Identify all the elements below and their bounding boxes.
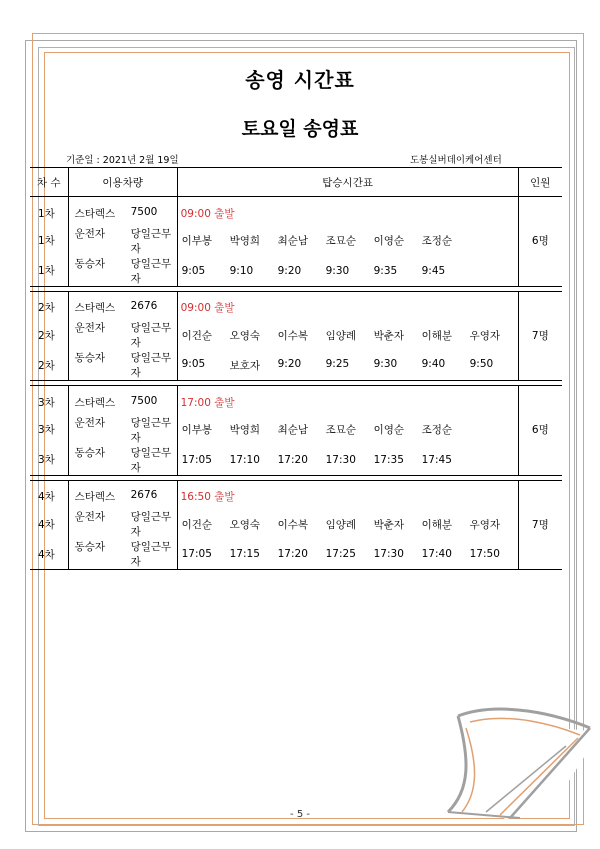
- departure-time: 09:00 출발: [180, 207, 235, 220]
- passenger-entry: 이부봉: [181, 424, 213, 436]
- table-row: [30, 350, 562, 381]
- schedule-table: [30, 167, 562, 570]
- vehicle-label: 스타렉스: [74, 207, 116, 220]
- count-cell: [518, 350, 562, 381]
- count-cell: [518, 386, 562, 415]
- count-cell: [518, 197, 562, 226]
- passenger-entry: 9:25: [325, 357, 350, 370]
- table-row: [30, 539, 562, 570]
- page-title: 송영 시간표: [245, 68, 355, 92]
- passenger-entry: 이건순: [181, 329, 213, 342]
- passenger-entry: 17:40: [421, 548, 452, 560]
- round-cell: 2차: [30, 320, 68, 350]
- passenger-entry: 박춘자: [373, 329, 405, 342]
- times-cell: [177, 509, 518, 539]
- vehicle-label: 스타렉스: [74, 396, 116, 409]
- times-cell: [177, 256, 518, 287]
- header-round: 차 수: [30, 168, 68, 197]
- vehicle-cell: [68, 509, 177, 539]
- table-row: [30, 320, 562, 350]
- times-cell: [177, 197, 518, 226]
- times-list: [178, 233, 518, 248]
- departure-time: 16:50 출발: [180, 491, 235, 504]
- header-vehicle: 이용차량: [68, 168, 177, 197]
- vehicle-cell: [68, 197, 177, 226]
- vehicle-info: [69, 445, 177, 475]
- passenger-entry: 이해분: [421, 518, 453, 531]
- passenger-entry: 17:05: [181, 548, 212, 560]
- passenger-entry: 우영자: [469, 329, 501, 342]
- vehicle-label: 동승자: [74, 541, 106, 553]
- times-cell: [177, 226, 518, 256]
- vehicle-cell: [68, 445, 177, 476]
- times-cell: [177, 350, 518, 381]
- round-cell: 1차: [30, 256, 68, 287]
- schedule-body: [30, 197, 562, 570]
- passenger-entry: 최순남: [277, 235, 309, 247]
- passenger-entry: 9:50: [469, 357, 494, 370]
- table-header-row: [30, 168, 562, 197]
- count-cell: [518, 256, 562, 287]
- passenger-entry: 17:50: [469, 548, 500, 560]
- table-row: [30, 509, 562, 539]
- count-cell: [518, 539, 562, 570]
- times-list: [178, 358, 518, 373]
- passenger-entry: 17:30: [373, 548, 404, 560]
- table-row: [30, 480, 562, 509]
- vehicle-label: 운전자: [74, 511, 106, 523]
- round-cell: 2차: [30, 350, 68, 381]
- vehicle-value: 2676: [130, 300, 158, 313]
- passenger-entry: 오영숙: [229, 329, 261, 342]
- passenger-entry: 보호자: [229, 359, 261, 372]
- vehicle-value: 2676: [130, 489, 158, 502]
- vehicle-value: 당일근무자: [130, 541, 172, 568]
- passenger-entry: 이수복: [277, 518, 309, 531]
- reference-date: 기준일 : 2021년 2월 19일: [66, 155, 179, 166]
- table-row: [30, 415, 562, 445]
- vehicle-value: 당일근무자: [130, 257, 172, 285]
- passenger-entry: 17:30: [325, 453, 356, 466]
- vehicle-info: [69, 489, 177, 504]
- vehicle-info: [69, 395, 177, 410]
- vehicle-value: 당일근무자: [130, 416, 172, 444]
- page-number: - 5 -: [290, 809, 310, 820]
- round-cell: 2차: [30, 291, 68, 320]
- passenger-entry: 박영희: [229, 424, 261, 436]
- times-cell: [177, 445, 518, 476]
- passenger-entry: 이영순: [373, 235, 405, 247]
- passenger-entry: 오영숙: [229, 518, 261, 531]
- vehicle-info: [69, 320, 177, 350]
- vehicle-cell: [68, 386, 177, 415]
- passenger-entry: 조묘순: [325, 424, 357, 436]
- passenger-entry: 17:15: [229, 548, 260, 560]
- passenger-entry: 17:20: [277, 453, 308, 466]
- vehicle-cell: [68, 320, 177, 350]
- table-row: [30, 445, 562, 476]
- passenger-entry: 17:10: [229, 453, 260, 466]
- passenger-entry: 조정순: [421, 235, 453, 247]
- passenger-entry: 9:45: [421, 264, 446, 277]
- table-row: [30, 197, 562, 226]
- passenger-entry: 이해분: [421, 329, 453, 342]
- vehicle-cell: [68, 350, 177, 381]
- times-cell: [177, 415, 518, 445]
- passenger-entry: 박춘자: [373, 518, 405, 531]
- passenger-entry: 이건순: [181, 518, 213, 531]
- round-cell: 1차: [30, 226, 68, 256]
- vehicle-label: 운전자: [74, 322, 106, 334]
- vehicle-cell: [68, 415, 177, 445]
- passenger-entry: 9:30: [325, 264, 350, 277]
- passenger-entry: 9:10: [229, 264, 254, 277]
- count-cell: 6명: [531, 424, 549, 436]
- times-list: [178, 265, 518, 277]
- count-cell: [518, 291, 562, 320]
- passenger-entry: 우영자: [469, 518, 501, 531]
- passenger-entry: 17:25: [325, 548, 356, 560]
- vehicle-label: 운전자: [74, 227, 106, 240]
- round-cell: 3차: [30, 386, 68, 415]
- count-cell: 6명: [531, 235, 549, 247]
- times-list: [178, 517, 518, 532]
- vehicle-value: 7500: [130, 205, 158, 218]
- passenger-entry: 임양례: [325, 329, 357, 342]
- vehicle-value: 당일근무자: [130, 352, 172, 379]
- passenger-entry: 17:45: [421, 453, 452, 466]
- vehicle-info: [69, 300, 177, 315]
- departure-time: 09:00 출발: [180, 302, 235, 315]
- passenger-entry: 9:30: [373, 357, 398, 370]
- vehicle-cell: [68, 226, 177, 256]
- times-cell: [177, 480, 518, 509]
- passenger-entry: 9:35: [373, 264, 398, 277]
- vehicle-info: [69, 415, 177, 445]
- table-row: [30, 226, 562, 256]
- vehicle-cell: [68, 480, 177, 509]
- round-cell: 4차: [30, 539, 68, 570]
- table-row: [30, 386, 562, 415]
- vehicle-label: 스타렉스: [74, 491, 116, 504]
- header-count: 인원: [518, 168, 562, 197]
- vehicle-value: 당일근무자: [130, 322, 172, 349]
- vehicle-label: 운전자: [74, 416, 106, 429]
- passenger-entry: 9:20: [277, 264, 302, 277]
- times-list: [178, 328, 518, 343]
- departure-time: 17:00 출발: [180, 396, 235, 409]
- round-cell: 3차: [30, 445, 68, 476]
- round-cell: 3차: [30, 415, 68, 445]
- vehicle-label: 동승자: [74, 257, 106, 270]
- vehicle-info: [69, 350, 177, 380]
- round-cell: 4차: [30, 480, 68, 509]
- vehicle-value: 당일근무자: [130, 511, 172, 538]
- times-list: [178, 548, 518, 560]
- page-subtitle: 토요일 송영표: [241, 118, 359, 140]
- passenger-entry: 최순남: [277, 424, 309, 436]
- count-cell: [518, 480, 562, 509]
- times-cell: [177, 386, 518, 415]
- count-cell: 7명: [531, 329, 549, 342]
- round-cell: 1차: [30, 197, 68, 226]
- table-row: [30, 291, 562, 320]
- times-cell: [177, 539, 518, 570]
- passenger-entry: 9:05: [181, 264, 206, 277]
- times-cell: [177, 320, 518, 350]
- passenger-entry: 이부봉: [181, 235, 213, 247]
- passenger-entry: 이영순: [373, 424, 405, 436]
- passenger-entry: 조정순: [421, 424, 453, 436]
- passenger-entry: 17:05: [181, 453, 212, 466]
- passenger-entry: 17:35: [373, 453, 404, 466]
- vehicle-value: 7500: [130, 394, 158, 407]
- times-cell: [177, 291, 518, 320]
- passenger-entry: 조묘순: [325, 235, 357, 247]
- passenger-entry: 9:20: [277, 357, 302, 370]
- vehicle-label: 동승자: [74, 352, 106, 364]
- round-cell: 4차: [30, 509, 68, 539]
- count-cell: 7명: [531, 518, 549, 531]
- vehicle-label: 스타렉스: [74, 302, 116, 315]
- passenger-entry: 9:05: [181, 357, 206, 370]
- vehicle-info: [69, 539, 177, 569]
- vehicle-cell: [68, 291, 177, 320]
- vehicle-info: [69, 509, 177, 539]
- count-cell: [518, 445, 562, 476]
- vehicle-value: 당일근무자: [130, 227, 172, 255]
- passenger-entry: 17:20: [277, 548, 308, 560]
- times-list: [178, 454, 518, 466]
- passenger-entry: 박영희: [229, 235, 261, 247]
- vehicle-cell: [68, 539, 177, 570]
- passenger-entry: 임양례: [325, 518, 357, 531]
- passenger-entry: 9:40: [421, 357, 446, 370]
- vehicle-info: [69, 226, 177, 256]
- vehicle-label: 동승자: [74, 446, 106, 459]
- times-list: [178, 422, 518, 437]
- vehicle-info: [69, 206, 177, 221]
- header-times: 탑승시간표: [177, 168, 518, 197]
- vehicle-value: 당일근무자: [130, 446, 172, 474]
- vehicle-cell: [68, 256, 177, 287]
- center-name: 도봉실버데이케어센터: [410, 155, 502, 166]
- vehicle-info: [69, 256, 177, 286]
- passenger-entry: 이수복: [277, 329, 309, 342]
- table-row: [30, 256, 562, 287]
